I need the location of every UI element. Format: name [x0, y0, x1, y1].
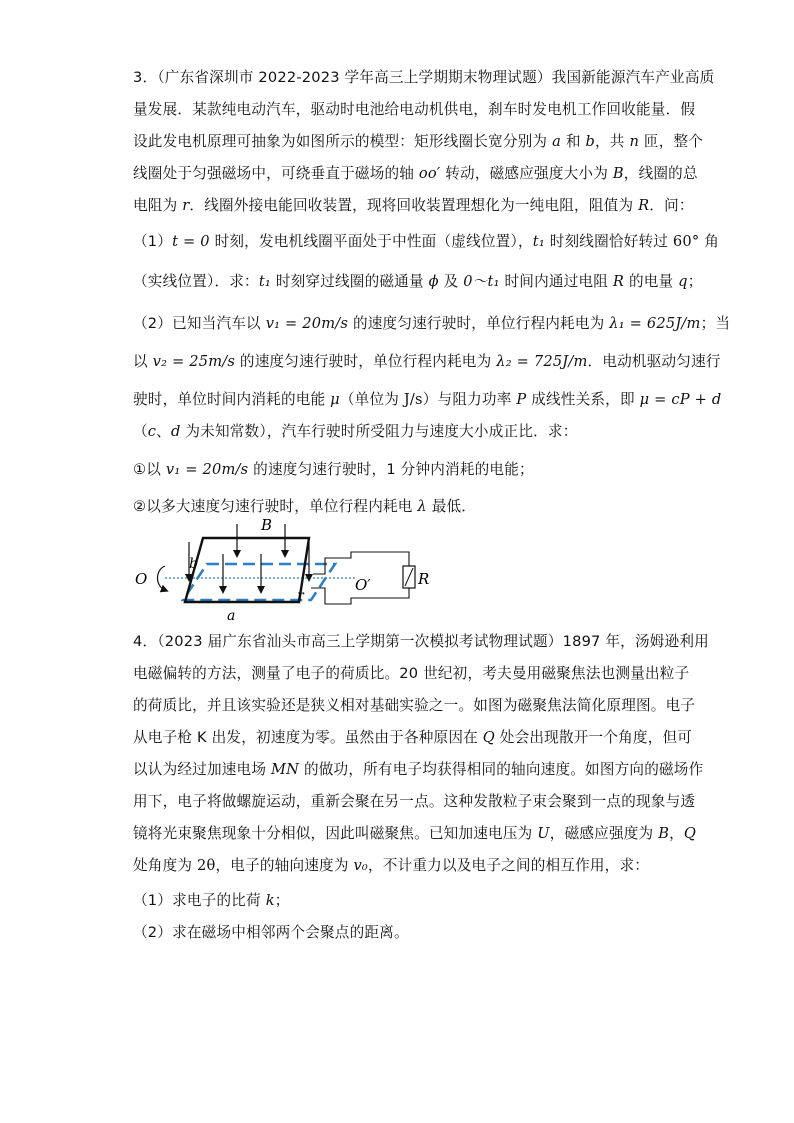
text: （1） — [133, 233, 173, 250]
text: 从电子枪 K 出发，初速度为零。虽然由于各种原因在 — [133, 729, 483, 746]
text: 的速度匀速行驶时，单位行程内耗电为 — [235, 353, 497, 370]
var-theta: 2θ — [197, 857, 216, 874]
var-lambda2: λ₂ = 725J/m — [496, 353, 588, 370]
var-r: r — [182, 197, 190, 214]
text: （2）求在磁场中相邻两个会聚点的距离。 — [133, 924, 409, 941]
q4-line-8 — [133, 854, 649, 875]
text: 用下，电子将做螺旋运动，重新会聚在另一点。这种发散粒子束会聚到一点的现象与透 — [133, 793, 696, 810]
text: 时间内通过电阻 — [499, 273, 613, 290]
label-R: R — [418, 570, 430, 588]
q3-line-3 — [133, 130, 703, 151]
q3-sub1 — [133, 458, 534, 479]
label-b: b — [189, 556, 198, 572]
q3-sub2 — [133, 495, 476, 516]
q4-line-5 — [133, 758, 703, 779]
label-O: O — [135, 570, 148, 588]
q3-line-1 — [133, 66, 714, 87]
text: 量发展．某款纯电动汽车，驱动时电池给电动机供电，刹车时发电机工作回收能量．假 — [133, 101, 696, 118]
var-n: n — [629, 133, 640, 150]
text: 处角度为 — [133, 857, 198, 874]
text: 和 — [560, 133, 586, 150]
text: ．电动机驱动匀速行 — [587, 353, 721, 370]
q3-part1-line-2 — [133, 270, 703, 291]
q3-line-5 — [133, 194, 694, 215]
label-B: B — [261, 516, 273, 534]
text: （ — [133, 423, 148, 440]
q4-part2 — [133, 921, 409, 942]
var-d: d — [170, 423, 181, 440]
var-v2: v₂ = 25m/s — [152, 353, 236, 370]
q4-line-7 — [133, 822, 696, 843]
text: 以 — [133, 353, 153, 370]
text: 以认为经过加速电场 — [133, 761, 271, 778]
text: 的速度匀速行驶时，1 分钟内消耗的电能； — [248, 461, 534, 478]
circuit-wire — [313, 552, 409, 574]
var-t0: t = 0 — [172, 233, 210, 250]
var-k: k — [265, 892, 275, 909]
text: 时刻穿过线圈的磁通量 — [270, 273, 429, 290]
text: 线圈处于匀强磁场中，可绕垂直于磁场的轴 — [133, 165, 419, 182]
text: 时刻线圈恰好转过 — [544, 233, 673, 250]
text: ）与阻力功率 — [422, 391, 517, 408]
var-q: q — [678, 273, 688, 290]
text: （单位为 — [339, 391, 404, 408]
text: 的荷质比，并且该实验还是狭义相对基础实验之一。如图为磁聚焦法简化原理图。电子 — [133, 697, 696, 714]
text: 角 — [699, 233, 720, 250]
q4-line-3 — [133, 694, 695, 715]
text: ．问： — [649, 197, 694, 214]
var-Q: Q — [683, 825, 697, 842]
var-v0: v₀ — [353, 857, 368, 874]
text: 处会出现散开一个角度，但可 — [494, 729, 693, 746]
text: 4．（2023 届广东省汕头市高三上学期第一次模拟考试物理试题）1897 年，汤姆逊利用 — [133, 633, 709, 650]
text: 驶时，单位时间内消耗的电能 — [133, 391, 331, 408]
text: 最低． — [426, 498, 477, 515]
text: 的电量 — [624, 273, 679, 290]
text: 设此发电机原理可抽象为如图所示的模型：矩形线圈长宽分别为 — [133, 133, 553, 150]
var-angle: 60° — [672, 233, 700, 250]
text: 、 — [156, 423, 171, 440]
var-mu: μ — [330, 391, 340, 408]
var-v1: v₁ = 20m/s — [265, 315, 349, 332]
var-a: a — [552, 133, 561, 150]
q4-part1 — [133, 889, 290, 910]
text: 镜将光束聚焦现象十分相似，因此叫磁聚焦。已知加速电压为 — [133, 825, 538, 842]
text: ．线圈外接电能回收装置，现将回收装置理想化为一纯电阻，阻值为 — [189, 197, 639, 214]
var-B: B — [658, 825, 670, 842]
text: 3．（广东省深圳市 2022-2023 学年高三上学期期末物理试题）我国新能源汽车产业高质 — [133, 69, 715, 86]
var-c: c — [147, 423, 157, 440]
text: ，共 — [595, 133, 630, 150]
text: 时刻，发电机线圈平面处于中性面（虚线位置）， — [209, 233, 533, 250]
q3-part2-line-3 — [133, 388, 721, 409]
var-axis: oo′ — [418, 165, 441, 182]
text: 及 — [438, 273, 464, 290]
var-unit: J/s — [403, 391, 423, 408]
var-R: R — [638, 197, 650, 214]
text: 转动，磁感应强度大小为 — [440, 165, 613, 182]
var-lambda: λ — [417, 498, 427, 515]
var-range: 0～t₁ — [463, 273, 500, 290]
text: （实线位置）．求： — [133, 273, 259, 290]
text: ②以多大速度匀速行驶时，单位行程内耗电 — [133, 498, 418, 515]
text: 的做功，所有电子均获得相同的轴向速度。如图方向的磁场作 — [299, 761, 704, 778]
var-MN: MN — [270, 761, 300, 778]
coil-dashed — [183, 564, 335, 600]
text: ①以 — [133, 461, 166, 478]
var-b: b — [585, 133, 596, 150]
generator-figure — [125, 514, 430, 626]
q3-line-4 — [133, 162, 698, 183]
var-U: U — [537, 825, 550, 842]
text: （1）求电子的比荷 — [133, 892, 266, 909]
var-Q: Q — [482, 729, 495, 746]
q3-part2-line-2 — [133, 350, 721, 371]
var-equation: μ = cP + d — [639, 391, 722, 408]
rotation-arrow-icon — [158, 566, 166, 590]
text: （2）已知当汽车以 — [133, 315, 266, 332]
var-lambda1: λ₁ = 625J/m — [609, 315, 701, 332]
text: 电磁偏转的方法，测量了电子的荷质比。20 世纪初，考夫曼用磁聚焦法也测量出粒子 — [133, 665, 690, 682]
text: ； — [274, 892, 290, 909]
label-O-prime: O′ — [355, 576, 371, 594]
text: ，电子的轴向速度为 — [215, 857, 354, 874]
text: 电阻为 — [133, 197, 183, 214]
q4-line-6 — [133, 790, 695, 811]
text: ，磁感应强度为 — [549, 825, 659, 842]
var-P: P — [516, 391, 527, 408]
var-R: R — [612, 273, 625, 290]
var-v1: v₁ = 20m/s — [165, 461, 249, 478]
q3-part2-line-1 — [133, 312, 730, 333]
q3-line-2 — [133, 98, 695, 119]
text: 为未知常数），汽车行驶时所受阻力与速度大小成正比．求： — [180, 423, 578, 440]
text: 匝，整个 — [639, 133, 704, 150]
var-B: B — [612, 165, 624, 182]
q4-line-4 — [133, 726, 692, 747]
text: ，线圈的总 — [623, 165, 698, 182]
label-r: r — [297, 588, 304, 604]
q3-part1-line-1 — [133, 230, 719, 251]
var-t1: t₁ — [258, 273, 271, 290]
text: ；当 — [700, 315, 731, 332]
q4-line-1 — [133, 630, 709, 651]
text: 的速度匀速行驶时，单位行程内耗电为 — [348, 315, 610, 332]
text: ，不计重力以及电子之间的相互作用，求： — [367, 857, 650, 874]
text: ， — [669, 825, 684, 842]
var-phi: ϕ — [428, 273, 439, 290]
text: ； — [687, 273, 703, 290]
q4-line-2 — [133, 662, 689, 683]
q3-part2-line-4 — [133, 420, 578, 441]
text: 成线性关系，即 — [526, 391, 640, 408]
var-t1: t₁ — [532, 233, 545, 250]
label-a: a — [227, 608, 236, 624]
